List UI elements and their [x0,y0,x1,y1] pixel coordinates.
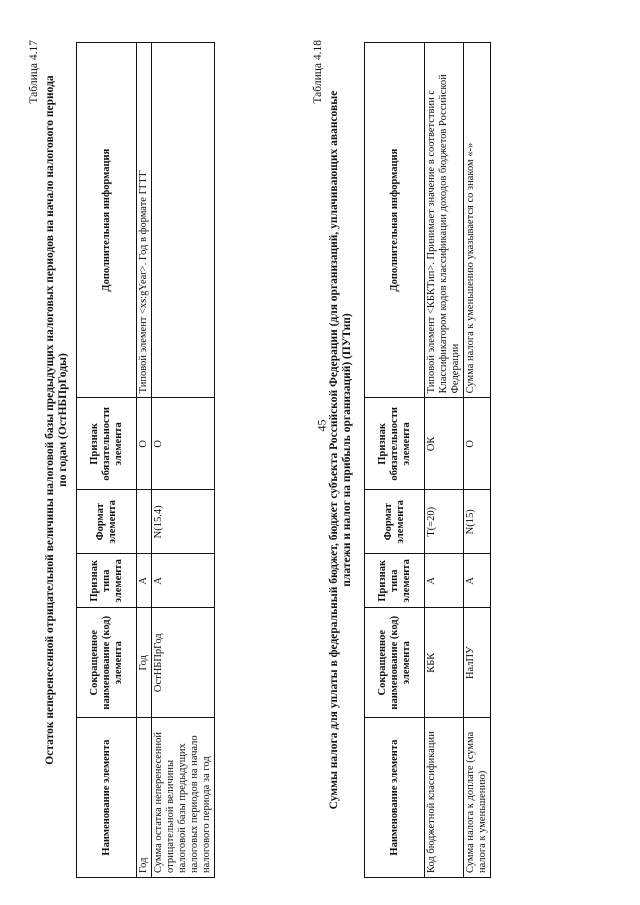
header-info: Дополнительная информация [365,43,425,398]
cell-info: Типовой элемент <xs:gYear>. Год в формате ГГГГ [137,43,152,398]
table-4-17 [76,42,215,878]
header-format: Формат элемента [365,490,425,554]
cell-required: О [137,398,152,490]
table-row [152,43,215,878]
cell-info: Типовой элемент <КБКТип>. Принимает значение в соответствии с Классификатором кодов классификации доходов бюджетов Российской Федерации [425,43,464,398]
header-required: Признак обязательности элемента [365,398,425,490]
header-code: Сокращенное наименование (код) элемента [365,608,425,718]
rotated-page-content [20,30,620,890]
table-row [137,43,152,878]
cell-format: N(15) [464,490,491,554]
header-name: Наименование элемента [77,718,137,878]
table-row [464,43,491,878]
cell-info: Сумма налога к уменьшению указывается со знаком «-» [464,43,491,398]
cell-name: Сумма остатка неперенесенной отрицательной величины налоговой базы предыдущих налоговых периодов на начало налогового периода за год [152,718,215,878]
page-number: 45 [314,419,329,432]
header-code: Сокращенное наименование (код) элемента [77,608,137,718]
cell-code: КБК [425,608,464,718]
cell-code: ОстНБПрГод [152,608,215,718]
table-header-row [77,43,137,878]
header-type: Признак типа элемента [77,554,137,608]
cell-name: Сумма налога к доплате (сумма налога к уменьшению) [464,718,491,878]
cell-type: А [137,554,152,608]
cell-format: N(15.4) [152,490,215,554]
cell-code: Год [137,608,152,718]
header-format: Формат элемента [77,490,137,554]
cell-code: НалПУ [464,608,491,718]
cell-type: А [464,554,491,608]
cell-required: О [464,398,491,490]
cell-required: ОК [425,398,464,490]
table-4-18-title: Суммы налога для уплаты в федеральный бюджет, бюджет субъекта Российской Федерации (для организаций, уплачивающих авансовые платежи и налог на прибыль организаций) (ПУТип) [328,90,353,810]
header-type: Признак типа элемента [365,554,425,608]
table-4-18 [364,42,491,878]
cell-type: А [152,554,215,608]
table-4-17-title: Остаток неперенесенной отрицательной величины налоговой базы предыдущих налоговых периодов на начало налогового периода по годам (ОстНБПрГоды) [44,75,69,765]
table-4-17-caption: Таблица 4.17 [28,40,40,104]
header-info: Дополнительная информация [77,43,137,398]
table-header-row [365,43,425,878]
cell-format: T(=20) [425,490,464,554]
cell-name: Год [137,718,152,878]
table-row [425,43,464,878]
table-4-18-caption: Таблица 4.18 [312,40,324,104]
header-name: Наименование элемента [365,718,425,878]
cell-required: О [152,398,215,490]
cell-name: Код бюджетной классификации [425,718,464,878]
cell-format [137,490,152,554]
cell-type: А [425,554,464,608]
cell-info [152,43,215,398]
header-required: Признак обязательности элемента [77,398,137,490]
